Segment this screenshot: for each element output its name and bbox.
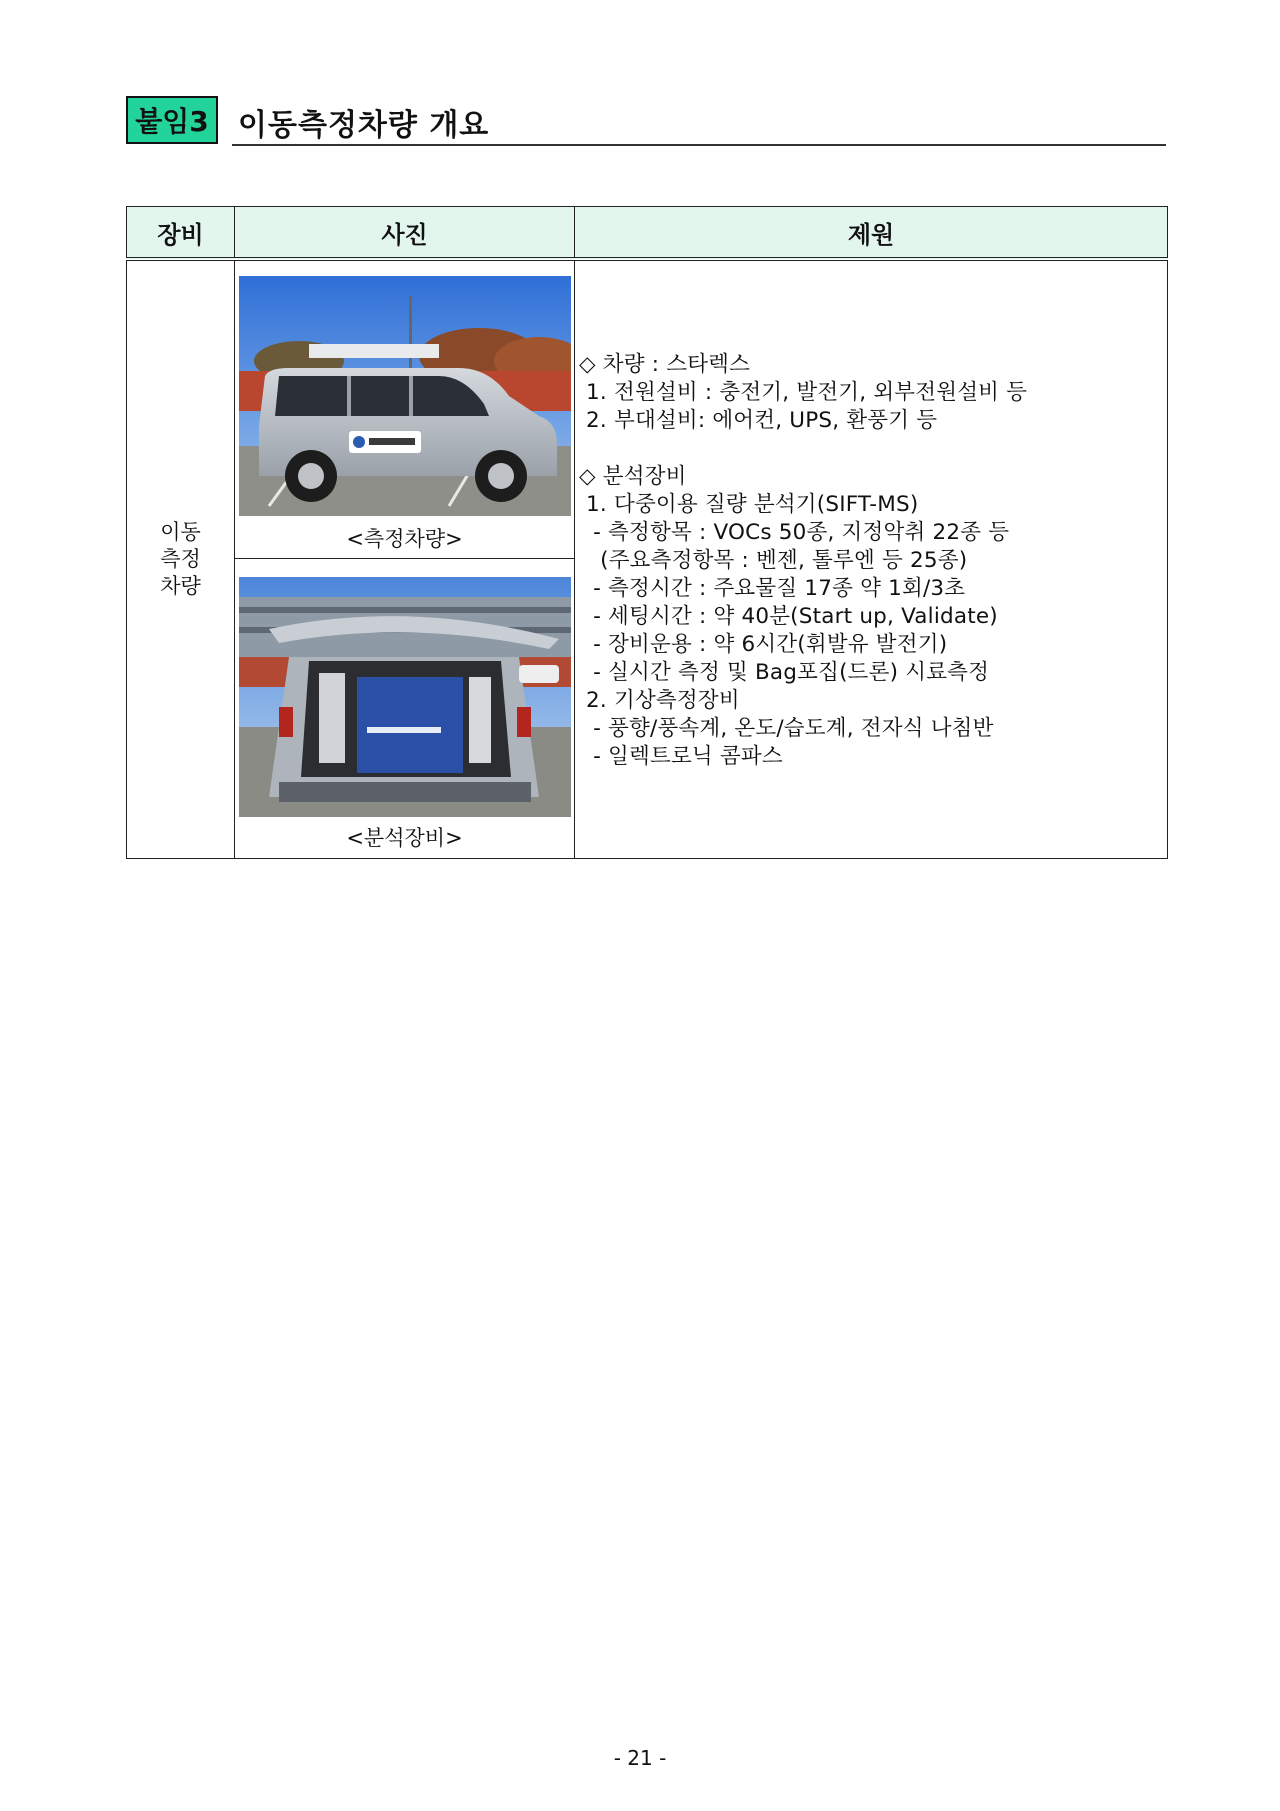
spec-line: (주요측정항목 : 벤젠, 톨루엔 등 25종) <box>579 548 968 573</box>
spec-line: - 실시간 측정 및 Bag포집(드론) 시료측정 <box>579 660 990 685</box>
vehicle-photo <box>239 276 571 516</box>
header-photo: 사진 <box>235 207 575 260</box>
analyzer-photo-caption: <분석장비> <box>346 826 463 850</box>
spec-line: - 측정시간 : 주요물질 17종 약 1회/3초 <box>579 576 966 601</box>
equipment-line: 측정 <box>160 547 201 571</box>
spec-line: ◇ 분석장비 <box>579 464 687 489</box>
photo-cell <box>235 259 575 859</box>
spec-line: - 풍향/풍속계, 온도/습도계, 전자식 나침반 <box>579 716 994 741</box>
title-underline <box>232 144 1166 146</box>
equipment-line: 이동 <box>160 520 201 544</box>
analyzer-photo-block <box>235 559 574 858</box>
title-row <box>126 96 1166 148</box>
spec-line: 1. 다중이용 질량 분석기(SIFT-MS) <box>579 492 919 517</box>
table-header-row <box>127 207 1168 260</box>
header-equipment: 장비 <box>127 207 235 260</box>
spec-line: 2. 기상측정장비 <box>579 688 740 713</box>
table-row <box>127 259 1168 859</box>
spec-list <box>575 261 1167 771</box>
spec-line: 1. 전원설비 : 충전기, 발전기, 외부전원설비 등 <box>579 380 1028 405</box>
attachment-badge: 붙임3 <box>126 96 218 144</box>
spec-line: - 장비운용 : 약 6시간(휘발유 발전기) <box>579 632 948 657</box>
header-specs: 제원 <box>575 207 1168 260</box>
equipment-cell <box>127 259 235 859</box>
spec-line: - 측정항목 : VOCs 50종, 지정악취 22종 등 <box>579 520 1010 545</box>
spec-line <box>579 435 1167 463</box>
spec-line: 2. 부대설비: 에어컨, UPS, 환풍기 등 <box>579 408 938 433</box>
equipment-line: 차량 <box>160 574 201 598</box>
spec-line: ◇ 차량 : 스타렉스 <box>579 352 751 377</box>
page-title: 이동측정차량 개요 <box>238 108 490 143</box>
page-number: - 21 - <box>613 1746 667 1770</box>
vehicle-spec-table <box>126 206 1168 859</box>
spec-cell <box>575 259 1168 859</box>
spec-line: - 세팅시간 : 약 40분(Start up, Validate) <box>579 604 998 629</box>
spec-line: - 일렉트로닉 콤파스 <box>579 744 783 769</box>
vehicle-photo-block <box>235 261 574 559</box>
vehicle-photo-caption: <측정차량> <box>346 527 463 551</box>
analyzer-photo <box>239 577 571 817</box>
